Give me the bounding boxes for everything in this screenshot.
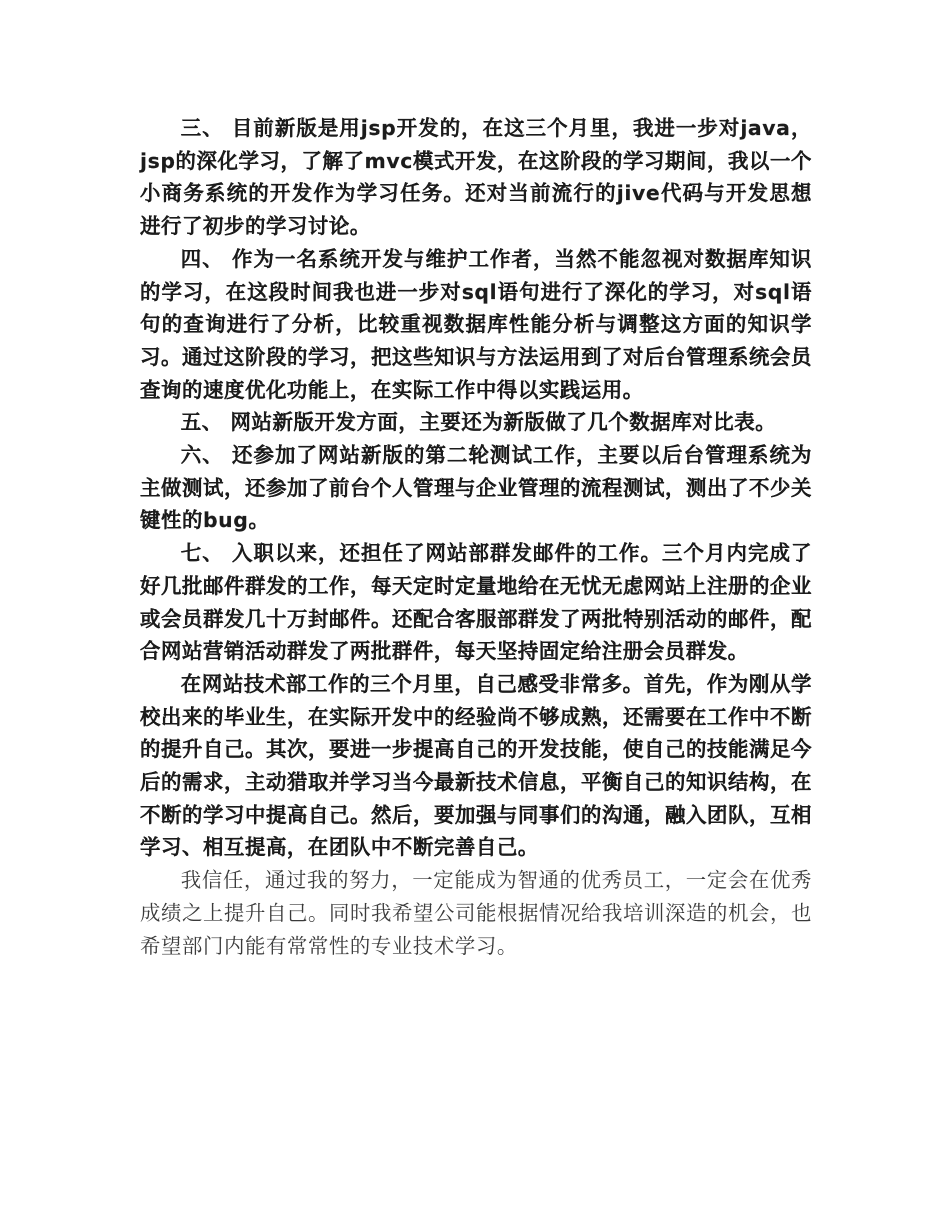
document-body [140, 112, 812, 962]
paragraph-reflection: 在网站技术部工作的三个月里，自己感受非常多。首先，作为刚从学校出来的毕业生，在实际开发中的经验尚不够成熟，还需要在工作中不断的提升自己。其次，要进一步提高自己的开发技能，使自己的技能满足今后的需求，主动猎取并学习当今最新技术信息，平衡自己的知识结构，在不断的学习中提高自己。然后，要加强与同事们的沟通，融入团队，互相学习、相互提高，在团队中不断完善自己。 [140, 671, 812, 860]
paragraph-4-database-study: 四、 作为一名系统开发与维护工作者，当然不能忽视对数据库知识的学习，在这段时间我也进一步对sql语句进行了深化的学习，对sql语句的查询进行了分析，比较重视数据库性能分析与调整这方面的知识学习。通过这阶段的学习，把这些知识与方法运用到了对后台管理系统会员查询的速度优化功能上，在实际工作中得以实践运用。 [140, 246, 812, 402]
paragraph-7-bulk-email: 七、 入职以来，还担任了网站部群发邮件的工作。三个月内完成了好几批邮件群发的工作，每天定时定量地给在无忧无虑网站上注册的企业或会员群发几十万封邮件。还配合客服部群发了两批特别活动的邮件，配合网站营销活动群发了两批群件，每天坚持固定给注册会员群发。 [140, 541, 812, 664]
paragraph-conclusion: 我信任，通过我的努力，一定能成为智通的优秀员工，一定会在优秀成绩之上提升自己。同时我希望公司能根据情况给我培训深造的机会，也希望部门内能有常常性的专业技术学习。 [140, 868, 812, 958]
paragraph-5-database-comparison: 五、 网站新版开发方面，主要还为新版做了几个数据库对比表。 [180, 410, 777, 435]
paragraph-3-jsp-development: 三、 目前新版是用jsp开发的，在这三个月里，我进一步对java，jsp的深化学习，了解了mvc模式开发，在这阶段的学习期间，我以一个小商务系统的开发作为学习任务。还对当前流行的jive代码与开发思想进行了初步的学习讨论。 [140, 116, 812, 239]
paragraph-6-testing: 六、 还参加了网站新版的第二轮测试工作，主要以后台管理系统为主做测试，还参加了前台个人管理与企业管理的流程测试，测出了不少关键性的bug。 [140, 443, 812, 533]
